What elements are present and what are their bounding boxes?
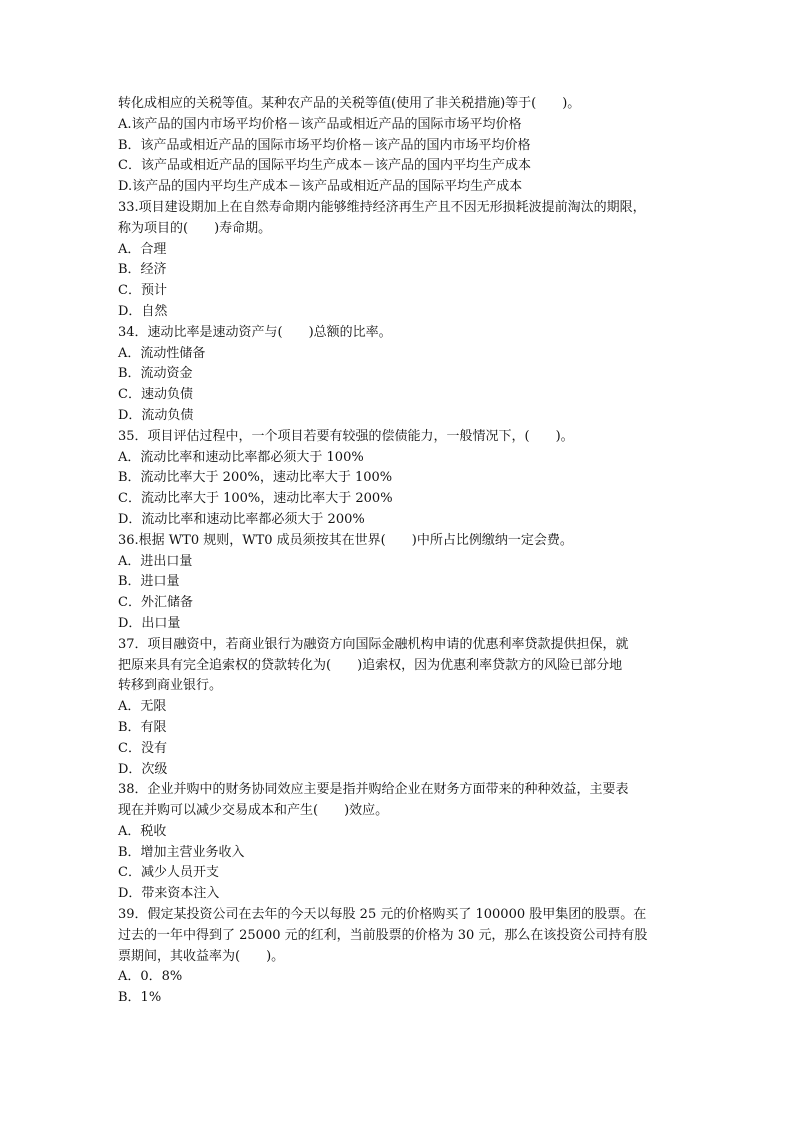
q34-option-b: B．流动资金 xyxy=(118,366,193,382)
q37-option-d: D．次级 xyxy=(118,761,168,777)
q32-option-c: C．该产品或相近产品的国际平均生产成本－该产品的国内平均生产成本 xyxy=(118,158,531,174)
q38-option-a: A．税收 xyxy=(118,823,167,839)
q32-option-b: B．该产品或相近产品的国际市场平均价格－该产品的国内市场平均价格 xyxy=(118,137,531,153)
q34-option-a: A．流动性储备 xyxy=(118,345,206,361)
q39-stem-line-2: 过去的一年中得到了 25000 元的红利，当前股票的价格为 30 元，那么在该投资公司持有股 xyxy=(118,927,648,943)
q39-option-b: B．1% xyxy=(118,990,162,1006)
q33-option-d: D．自然 xyxy=(118,303,168,319)
q37-option-b: B．有限 xyxy=(118,719,167,735)
q34-option-d: D．流动负债 xyxy=(118,407,194,423)
q37-stem-line-2: 把原来具有完全追索权的贷款转化为( )追索权，因为优惠利率贷款方的风险已部分地 xyxy=(118,657,623,673)
q38-option-c: C．减少人员开支 xyxy=(118,865,219,881)
q36-option-a: A．进出口量 xyxy=(118,553,193,569)
q34-stem: 34．速动比率是速动资产与( )总额的比率。 xyxy=(118,324,392,340)
q32-stem-continued: 转化成相应的关税等值。某种农产品的关税等值(使用了非关税措施)等于( )。 xyxy=(118,96,581,111)
q35-option-b: B．流动比率大于 200%，速动比率大于 100% xyxy=(118,470,393,486)
q39-option-a: A．0．8% xyxy=(118,969,183,985)
q33-stem-line-1: 33.项目建设期加上在自然寿命期内能够维持经济再生产且不因无形损耗波提前淘汰的期限， xyxy=(118,199,646,215)
q35-stem: 35．项目评估过程中，一个项目若要有较强的偿债能力，一般情况下，( )。 xyxy=(118,428,574,444)
q33-option-c: C．预计 xyxy=(118,283,167,299)
q33-option-a: A．合理 xyxy=(118,241,167,257)
q39-stem-line-1: 39．假定某投资公司在去年的今天以每股 25 元的价格购买了 100000 股甲集团的股票。在 xyxy=(118,907,647,923)
q35-option-d: D．流动比率和速动比率都必须大于 200% xyxy=(118,511,365,527)
q39-stem-line-3: 票期间，其收益率为( )。 xyxy=(118,948,285,964)
q38-option-d: D．带来资本注入 xyxy=(118,886,220,902)
q36-option-c: C．外汇储备 xyxy=(118,595,193,611)
q37-option-a: A．无限 xyxy=(118,699,167,715)
document-page xyxy=(118,94,678,1009)
q37-stem-line-1: 37．项目融资中，若商业银行为融资方向国际金融机构申请的优惠利率贷款提供担保，就 xyxy=(118,636,629,652)
q38-stem-line-1: 38．企业并购中的财务协同效应主要是指并购给企业在财务方面带来的种种效益，主要表 xyxy=(118,782,629,798)
q34-option-c: C．速动负债 xyxy=(118,387,193,403)
q33-stem-line-2: 称为项目的( )寿命期。 xyxy=(118,220,272,236)
q36-option-b: B．进口量 xyxy=(118,574,180,590)
q37-stem-line-3: 转移到商业银行。 xyxy=(118,678,223,694)
q35-option-c: C．流动比率大于 100%，速动比率大于 200% xyxy=(118,491,393,507)
q37-option-c: C．没有 xyxy=(118,740,167,756)
q38-stem-line-2: 现在并购可以减少交易成本和产生( )效应。 xyxy=(118,803,389,819)
q36-stem: 36.根据 WT0 规则，WT0 成员须按其在世界( )中所占比例缴纳一定会费。 xyxy=(118,532,573,548)
q35-option-a: A．流动比率和速动比率都必须大于 100% xyxy=(118,449,364,465)
q36-option-d: D．出口量 xyxy=(118,615,181,631)
q32-option-a: A.该产品的国内市场平均价格－该产品或相近产品的国际市场平均价格 xyxy=(118,116,522,132)
q32-option-d: D.该产品的国内平均生产成本－该产品或相近产品的国际平均生产成本 xyxy=(118,179,523,195)
q33-option-b: B．经济 xyxy=(118,262,167,278)
q38-option-b: B．增加主营业务收入 xyxy=(118,844,245,860)
